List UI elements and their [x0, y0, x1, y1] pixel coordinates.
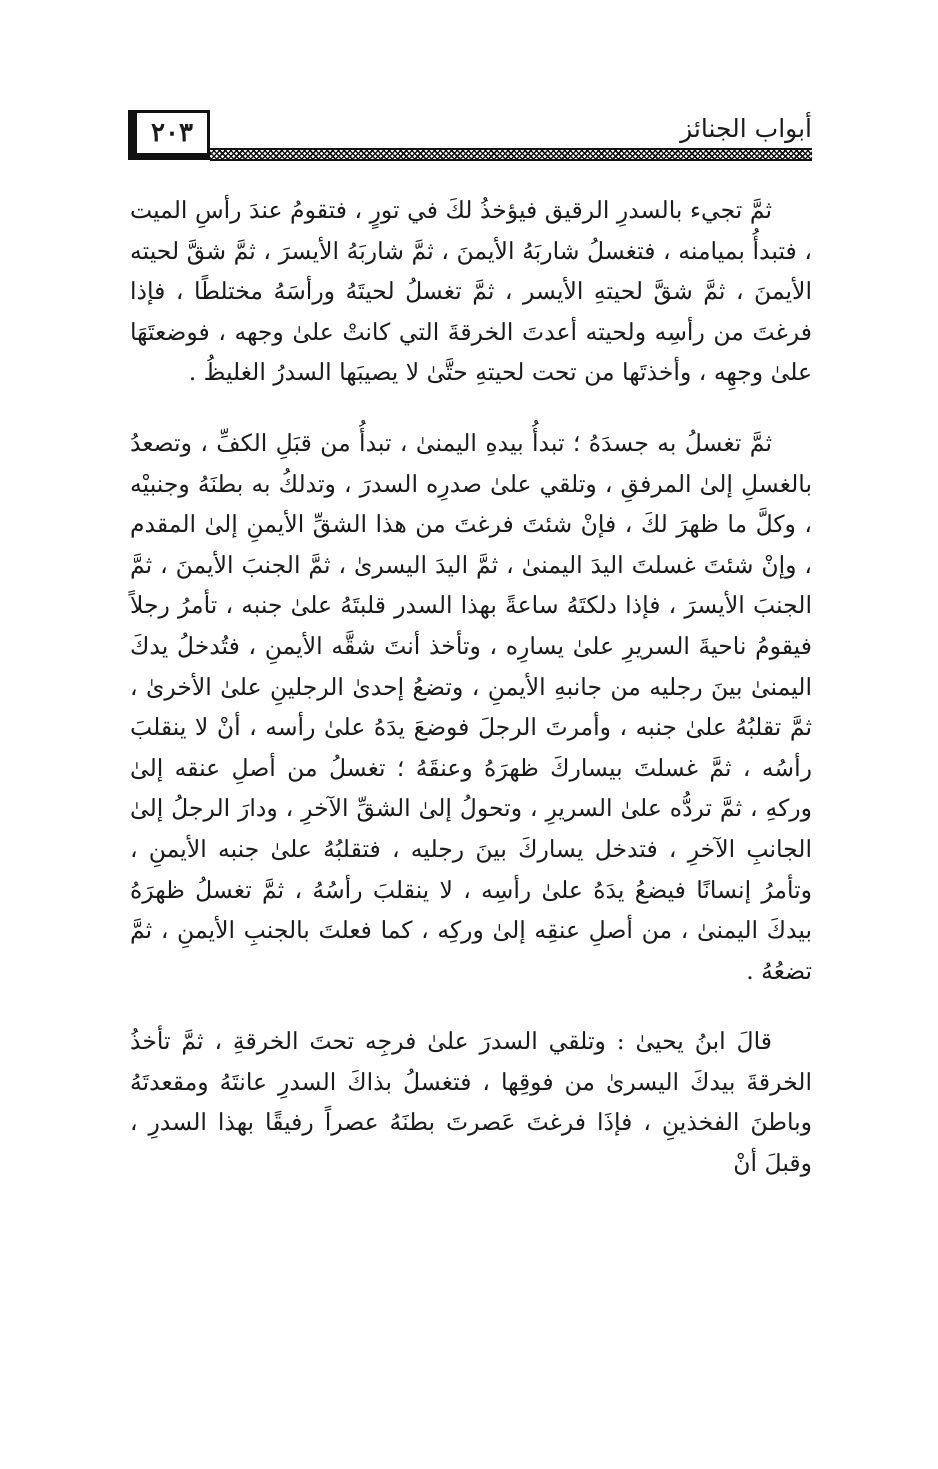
page-number: ٢٠٣	[128, 110, 210, 160]
header-decorative-rule	[210, 148, 812, 161]
running-title: أبواب الجنائز	[680, 114, 812, 143]
page-header	[128, 110, 812, 168]
body-text	[130, 190, 812, 1184]
paragraph-1: ثمَّ تجيء بالسدرِ الرقيق فيؤخذُ لكَ في تورٍ ، فتقومُ عندَ رأسِ الميت ، فتبدأُ بميامنه ، فتغسلُ شاربَهُ الأيمنَ ، ثمَّ شاربَهُ الأيسرَ ، ثمَّ شقَّ لحيته الأيمنَ ، ثمَّ شقَّ لحيتهِ الأيسر ، ثمَّ تغسلُ لحيتَهُ ورأسَهُ مختلطًا ، فإذا فرغتَ من رأسِه ولحيته أعدتَ الخرقةَ التي كانتْ علىٰ وجهه ، فوضعتَهَا علىٰ وجهِه ، وأخذتَها من تحت لحيتهِ حتَّىٰ لا يصيبَها السدرُ الغليظُ .	[130, 196, 812, 387]
paragraph-2: ثمَّ تغسلُ به جسدَهُ ؛ تبدأُ بيدهِ اليمنىٰ ، تبدأُ من قبَلِ الكفِّ ، وتصعدُ بالغسلِ إلىٰ المرفقِ ، وتلقي علىٰ صدرِه السدرَ ، وتدلكُ به بطنَهُ وجنبيْه ، وكلَّ ما ظهرَ لكَ ، فإنْ شئتَ فرغتَ من هذا الشقِّ الأيمنِ إلىٰ المقدم ، وإنْ شئتَ غسلتَ اليدَ اليمنىٰ ، ثمَّ اليدَ اليسرىٰ ، ثمَّ الجنبَ الأيمنَ ، ثمَّ الجنبَ الأيسرَ ، فإذا دلكتَهُ ساعةً بهذا السدر قلبتَهُ علىٰ جنبه ، تأمرُ رجلاً فيقومُ ناحيةَ السريرِ علىٰ يسارِه ، وتأخذ أنتَ شقَّه الأيمنِ ، فتُدخلُ يدكَ اليمنىٰ بينَ رجليه من جانبهِ الأيمنِ ، وتضعُ إحدىٰ الرجلينِ علىٰ الأخرىٰ ، ثمَّ تقلبُهُ علىٰ جنبه ، وأمرتَ الرجلَ فوضعَ يدَهُ علىٰ رأسه ، أنْ لا ينقلبَ رأسُه ، ثمَّ غسلتَ بيساركَ ظهرَهُ وعنقَهُ ؛ تغسلُ من أصلِ عنقه إلىٰ وركهِ ، ثمَّ تردُّه علىٰ السريرِ ، وتحولُ إلىٰ الشقِّ الآخرِ ، ودارَ الرجلُ إلىٰ الجانبِ الآخرِ ، فتدخل يساركَ بينَ رجليه ، فتقلبُهُ علىٰ جنبه الأيمنِ ، وتأمرُ إنسانًا فيضعُ يدَهُ علىٰ رأسِه ، لا ينقلبَ رأسُهُ ، ثمَّ تغسلُ ظهرَهُ بيدكَ اليمنىٰ ، من أصلِ عنقِه إلىٰ وركِه ، كما فعلتَ بالجنبِ الأيمنِ ، ثمَّ تضعُهُ .	[130, 428, 812, 985]
paragraph-3: قالَ ابنُ يحيىٰ : وتلقي السدرَ علىٰ فرجِه تحتَ الخرقةِ ، ثمَّ تأخذُ الخرقةَ بيدكَ اليسرىٰ من فوقِها ، فتغسلُ بذاكَ السدرِ عانتَهُ ومقعدتَهُ وباطنَ الفخذينِ ، فإذَا فرغتَ عَصرتَ بطنَهُ عصراً رفيقًا بهذا السدرِ ، وقبلَ أنْ	[130, 1027, 812, 1178]
